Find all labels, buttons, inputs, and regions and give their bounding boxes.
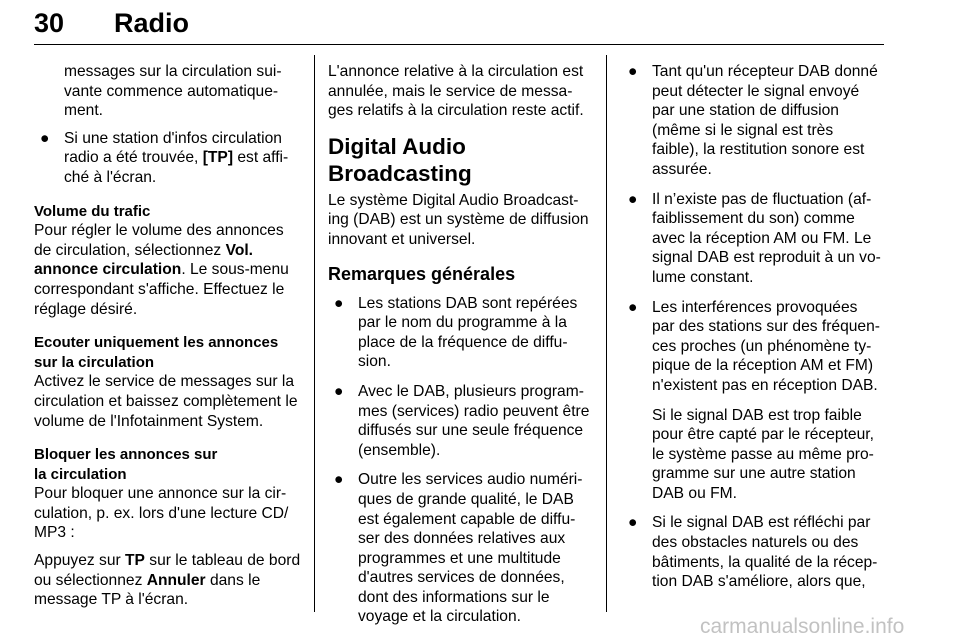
- heading-bloquer: Bloquer les annonces sur la circulation: [34, 446, 218, 483]
- page-number: 30: [34, 8, 65, 38]
- list-item-subparagraph: Si le signal DAB est trop faible pour être capté par le récepteur, le système passe au même pro-gramme sur une autre station DAB ou FM.: [652, 406, 874, 502]
- bullet-icon: ●: [334, 382, 344, 400]
- bullet-icon: ●: [334, 471, 344, 489]
- intro-text: L'annonce relative à la circulation est annulée, mais le service de messa-ges relatifs à la circulation reste actif.: [328, 63, 584, 120]
- list-item: ● Outre les services audio numéri-ques de grande qualité, le DAB est également capable de diffu-ser des données relatives aux programmes et une multitude d'autres services de données, dont des informations sur le voyage et la circulation.: [334, 471, 583, 626]
- list-item: ● Il n’existe pas de fluctuation (af-faiblissement du son) comme avec la réception AM ou FM. Le signal DAB est reproduit à un vo-lume constant.: [628, 190, 881, 286]
- paragraph-bloquer: Pour bloquer une annonce sur la cir-culation, p. ex. lors d'une lecture CD/ MP3 :: [34, 485, 289, 542]
- bullet-icon: ●: [628, 190, 638, 208]
- paragraph-ecouter: Activez le service de messages sur la circulation et baissez complètement le volume de l'Infotainment System.: [34, 373, 298, 430]
- column-divider: [606, 55, 607, 612]
- bullet-list: [622, 62, 884, 592]
- intro-text: messages sur la circulation sui-vante commence automatique-ment.: [64, 63, 282, 120]
- page-header: [34, 8, 884, 46]
- bullet-icon: ●: [628, 298, 638, 316]
- header-divider: [34, 44, 884, 45]
- heading-dab: Digital Audio Broadcasting: [328, 133, 472, 186]
- bullet-icon: ●: [334, 294, 344, 312]
- paragraph-volume: Pour régler le volume des annonces de circulation, sélectionnez Vol. annonce circulation. Le sous-menu correspondant s'affiche. Effectuez le réglage désiré.: [34, 222, 289, 318]
- column-1: [34, 62, 302, 618]
- list-item: ● Les interférences provoquées par des stations sur des fréquen-ces proches (un phénomène ty-pique de la réception AM et FM) n'existent pas en réception DAB. Si le signal DAB est trop faible pour être capté par le récepteur, le système passe au même pro-gramme sur une autre station DAB ou FM.: [622, 298, 884, 504]
- column-divider: [314, 55, 315, 612]
- list-item: ● Si une station d'infos circulation radio a été trouvée, [TP] est affi-ché à l'écran.: [40, 129, 289, 186]
- paragraph-appuyez: Appuyez sur TP sur le tableau de bord ou sélectionnez Annuler dans le message TP à l'écran.: [34, 552, 301, 609]
- section-title: Radio: [114, 8, 190, 38]
- heading-remarques: Remarques générales: [328, 263, 516, 284]
- list-item: ● Avec le DAB, plusieurs program-mes (services) radio peuvent être diffusés sur une seule fréquence (ensemble).: [334, 382, 590, 459]
- bullet-icon: ●: [40, 129, 50, 147]
- heading-volume: Volume du trafic: [34, 202, 151, 220]
- column-3: [622, 62, 884, 602]
- bullet-icon: ●: [628, 514, 638, 532]
- column-2: [328, 62, 596, 637]
- bullet-icon: ●: [628, 63, 638, 80]
- list-item: ● Si le signal DAB est réfléchi par des obstacles naturels ou des bâtiments, la qualité de la récep-tion DAB s'améliore, alors que,: [628, 514, 878, 591]
- paragraph-dab: Le système Digital Audio Broadcast-ing (DAB) est un système de diffusion innovant et universel.: [328, 191, 589, 248]
- watermark: carmanualsonline.info: [700, 615, 905, 638]
- list-item: ● Les stations DAB sont repérées par le nom du programme à la place de la fréquence de diffu-sion.: [334, 294, 578, 371]
- list-item: ● Tant qu'un récepteur DAB donné peut détecter le signal envoyé par une station de diffusion (même si le signal est très faible), la restitution sonore est assurée.: [628, 63, 878, 178]
- bullet-list: [34, 129, 302, 188]
- bullet-list: [328, 294, 596, 628]
- heading-ecouter: Ecouter uniquement les annonces sur la circulation: [34, 334, 279, 371]
